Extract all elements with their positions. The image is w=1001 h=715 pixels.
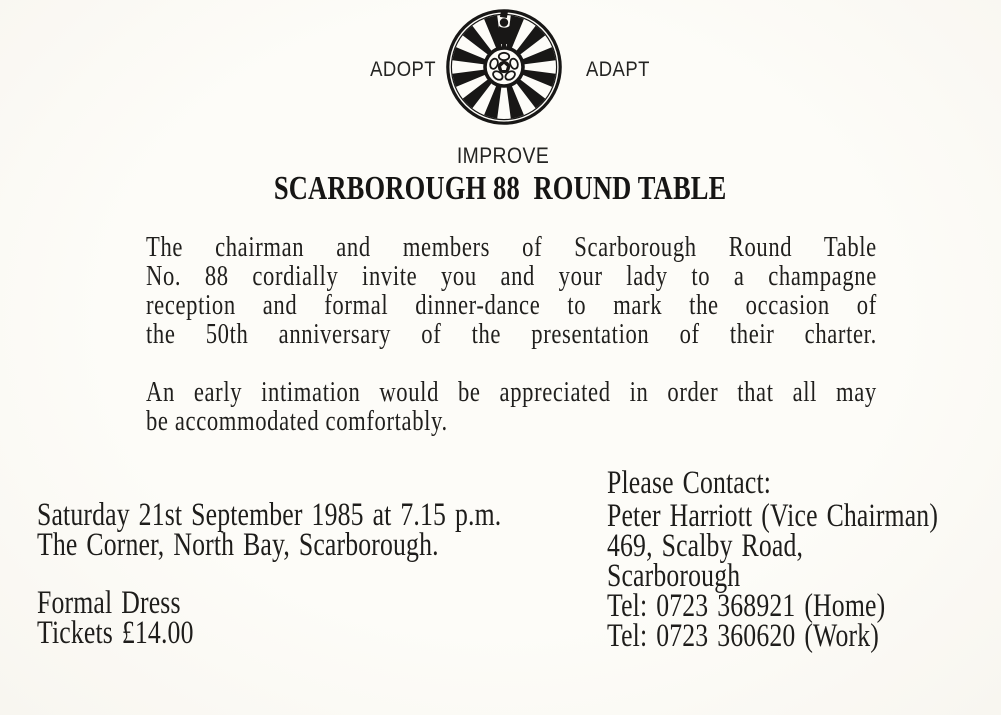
- invitation-paragraph-2: [146, 378, 877, 436]
- contact-tel-home: Tel: 0723 368921 (Home): [607, 588, 886, 624]
- contact-address-line1: 469, Scalby Road,: [607, 528, 804, 564]
- body-line: be accommodated comfortably.: [146, 405, 448, 437]
- contact-tel-work: Tel: 0723 360620 (Work): [607, 618, 879, 654]
- contact-details: [607, 465, 939, 654]
- event-venue: The Corner, North Bay, Scarborough.: [37, 527, 439, 563]
- title-row: [0, 169, 1001, 208]
- body-line: An early intimation would be appreciated in order that all may: [146, 376, 877, 408]
- event-details: [37, 497, 502, 651]
- logo-word-adopt: ADOPT: [370, 58, 436, 81]
- body-line: No. 88 cordially invite you and your lady to a champagne: [146, 260, 877, 292]
- ticket-price: Tickets £14.00: [37, 615, 194, 651]
- round-table-wheel-icon: [445, 8, 563, 126]
- logo-word-adapt: ADAPT: [586, 58, 650, 81]
- dress-code: Formal Dress: [37, 585, 181, 621]
- event-spacer: [37, 560, 501, 588]
- body-line: The chairman and members of Scarborough Round Table: [146, 231, 877, 263]
- contact-name: Peter Harriott (Vice Chairman): [607, 498, 939, 534]
- page-title: SCARBOROUGH 88 ROUND TABLE: [274, 170, 727, 207]
- contact-address-line2: Scarborough: [607, 558, 741, 594]
- invitation-body: [146, 233, 877, 436]
- invitation-paragraph-1: [146, 233, 877, 349]
- body-line: reception and formal dinner-dance to mark the occasion of: [146, 289, 877, 321]
- body-line: the 50th anniversary of the presentation of their charter.: [146, 318, 877, 350]
- event-datetime: Saturday 21st September 1985 at 7.15 p.m.: [37, 497, 502, 533]
- contact-heading: Please Contact:: [607, 465, 772, 501]
- logo-word-improve: IMPROVE: [456, 143, 550, 168]
